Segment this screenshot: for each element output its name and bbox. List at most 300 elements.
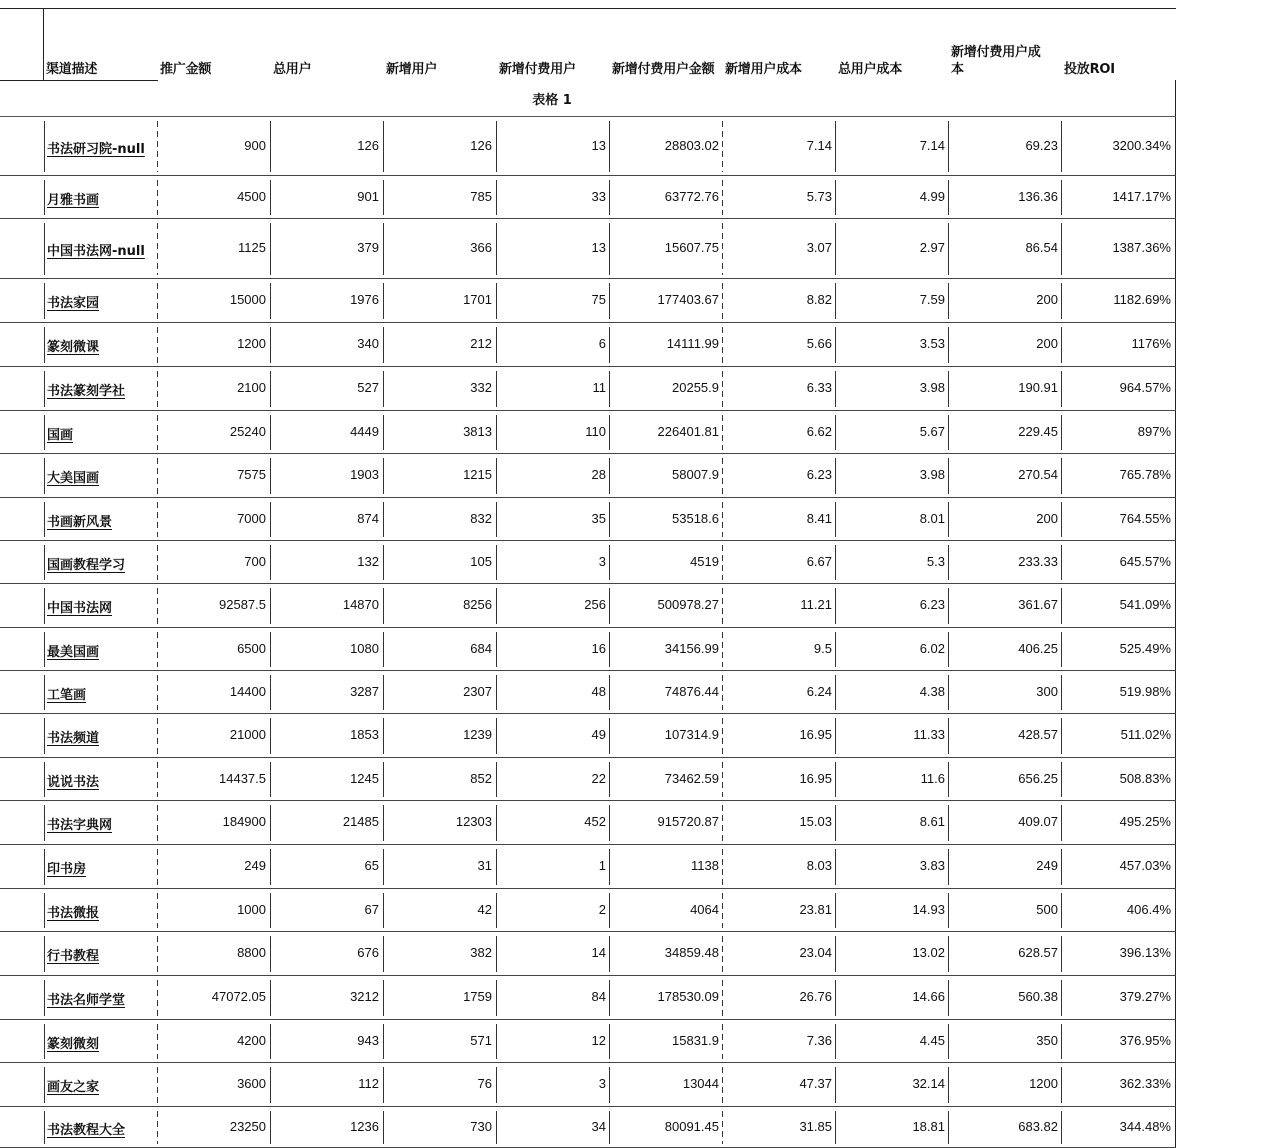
- roi-cell[interactable]: 457.03%: [1119, 858, 1171, 873]
- total-users-cell[interactable]: 3212: [350, 989, 379, 1004]
- channel-name-cell[interactable]: 书法微报: [47, 906, 100, 921]
- new-user-cost-cell[interactable]: 6.33: [806, 380, 832, 395]
- row-gutter: [0, 1063, 44, 1106]
- spend-cell[interactable]: 21000: [229, 727, 266, 742]
- new-paying-users-cell[interactable]: 2: [598, 902, 606, 917]
- total-user-cost-cell[interactable]: 6.02: [919, 641, 945, 656]
- spend-cell[interactable]: 4200: [237, 1033, 266, 1048]
- roi-cell[interactable]: 964.57%: [1119, 380, 1171, 395]
- total-user-cost-cell[interactable]: 3.98: [919, 467, 945, 482]
- channel-name-cell[interactable]: 书法教程大全: [47, 1123, 126, 1138]
- column-separator: [44, 675, 45, 710]
- new-paying-cost-cell[interactable]: 406.25: [1018, 641, 1058, 656]
- roi-cell[interactable]: 764.55%: [1119, 511, 1171, 526]
- total-users-cell[interactable]: 1853: [350, 727, 379, 742]
- total-users-cell[interactable]: 1080: [350, 641, 379, 656]
- new-user-cost-cell[interactable]: 3.07: [806, 240, 832, 255]
- new-user-cost-cell[interactable]: 6.23: [806, 467, 832, 482]
- spend-cell[interactable]: 6500: [237, 641, 266, 656]
- spend-cell[interactable]: 14437.5: [219, 771, 266, 786]
- new-paying-amount-cell[interactable]: 20255.9: [672, 380, 719, 395]
- new-user-cost-cell[interactable]: 23.81: [799, 902, 832, 917]
- new-paying-users-cell[interactable]: 16: [591, 641, 606, 656]
- new-paying-cost-cell[interactable]: 200: [1036, 292, 1058, 307]
- table-row[interactable]: [0, 584, 1176, 628]
- column-separator: [44, 502, 45, 537]
- column-header-new-users[interactable]: 新增用户: [386, 62, 438, 77]
- roi-cell[interactable]: 396.13%: [1119, 945, 1171, 960]
- column-separator: [948, 632, 949, 667]
- column-separator: [1061, 283, 1062, 319]
- channel-name-cell[interactable]: 书法研习院-null: [47, 142, 145, 157]
- new-user-cost-cell[interactable]: 47.37: [799, 1076, 832, 1091]
- new-users-cell[interactable]: 852: [470, 771, 492, 786]
- spend-cell[interactable]: 25240: [229, 424, 266, 439]
- roi-cell[interactable]: 362.33%: [1119, 1076, 1171, 1091]
- table-row[interactable]: [0, 628, 1176, 671]
- new-user-cost-cell[interactable]: 5.66: [806, 336, 832, 351]
- new-paying-users-cell[interactable]: 35: [591, 511, 606, 526]
- new-paying-cost-cell[interactable]: 683.82: [1018, 1119, 1058, 1134]
- new-paying-users-cell[interactable]: 14: [591, 945, 606, 960]
- spend-cell[interactable]: 249: [244, 858, 266, 873]
- total-user-cost-cell[interactable]: 14.93: [912, 902, 945, 917]
- column-header-total-user-cost[interactable]: 总用户成本: [838, 62, 903, 77]
- total-user-cost-cell[interactable]: 2.97: [919, 240, 945, 255]
- new-paying-cost-cell[interactable]: 428.57: [1018, 727, 1058, 742]
- column-separator: [722, 180, 723, 215]
- new-users-cell[interactable]: 76: [477, 1076, 492, 1091]
- roi-cell[interactable]: 511.02%: [1120, 727, 1171, 742]
- new-user-cost-cell[interactable]: 26.76: [799, 989, 832, 1004]
- column-separator: [1061, 502, 1062, 537]
- total-users-cell[interactable]: 3287: [350, 684, 379, 699]
- new-users-cell[interactable]: 126: [470, 138, 492, 153]
- column-separator: [496, 180, 497, 215]
- column-header-new-paying-cost[interactable]: 新增付费用户成本: [951, 45, 1041, 77]
- new-paying-cost-cell[interactable]: 350: [1036, 1033, 1058, 1048]
- total-users-cell[interactable]: 112: [358, 1076, 379, 1091]
- total-users-cell[interactable]: 14870: [342, 597, 379, 612]
- new-paying-cost-cell[interactable]: 270.54: [1018, 467, 1058, 482]
- roi-cell[interactable]: 525.49%: [1119, 641, 1171, 656]
- table-row[interactable]: [0, 671, 1176, 714]
- new-user-cost-cell[interactable]: 7.14: [806, 138, 832, 153]
- column-separator: [496, 458, 497, 494]
- roi-cell[interactable]: 3200.34%: [1112, 138, 1171, 153]
- roi-cell[interactable]: 1417.17%: [1112, 189, 1171, 204]
- total-users-cell[interactable]: 676: [357, 945, 379, 960]
- total-users-cell[interactable]: 126: [357, 138, 379, 153]
- new-paying-cost-cell[interactable]: 200: [1036, 511, 1058, 526]
- new-user-cost-cell[interactable]: 31.85: [799, 1119, 832, 1134]
- channel-name-cell[interactable]: 中国书法网: [47, 601, 113, 616]
- new-paying-users-cell[interactable]: 84: [591, 989, 606, 1004]
- total-users-cell[interactable]: 943: [357, 1033, 379, 1048]
- new-paying-cost-cell[interactable]: 233.33: [1018, 554, 1058, 569]
- table-row[interactable]: [0, 1107, 1176, 1148]
- total-users-cell[interactable]: 527: [357, 380, 379, 395]
- new-paying-amount-cell[interactable]: 177403.67: [657, 292, 719, 307]
- channel-name-cell[interactable]: 行书教程: [47, 949, 100, 964]
- table-row[interactable]: [0, 219, 1176, 279]
- new-paying-cost-cell[interactable]: 409.07: [1018, 814, 1058, 829]
- total-user-cost-cell[interactable]: 3.53: [919, 336, 945, 351]
- new-paying-amount-cell[interactable]: 500978.27: [657, 597, 719, 612]
- new-paying-amount-cell[interactable]: 13044: [682, 1076, 719, 1091]
- new-paying-cost-cell[interactable]: 200: [1036, 336, 1058, 351]
- new-paying-users-cell[interactable]: 110: [585, 424, 606, 439]
- new-paying-users-cell[interactable]: 48: [591, 684, 606, 699]
- new-paying-amount-cell[interactable]: 34156.99: [664, 641, 719, 656]
- column-separator: [948, 893, 949, 928]
- table-row[interactable]: [0, 976, 1176, 1020]
- total-user-cost-cell[interactable]: 8.61: [919, 814, 945, 829]
- column-separator: [722, 805, 723, 841]
- new-paying-users-cell[interactable]: 33: [591, 189, 606, 204]
- new-paying-users-cell[interactable]: 1: [598, 858, 606, 873]
- channel-name-cell[interactable]: 印书房: [47, 862, 87, 877]
- total-user-cost-cell[interactable]: 8.01: [919, 511, 945, 526]
- channel-name-cell[interactable]: 中国书法网-null: [47, 244, 145, 259]
- new-users-cell[interactable]: 31: [477, 858, 492, 873]
- spend-cell[interactable]: 4500: [237, 189, 266, 204]
- column-separator: [1061, 1067, 1062, 1103]
- column-separator: [948, 327, 949, 363]
- column-separator: [948, 180, 949, 215]
- table-row[interactable]: [0, 454, 1176, 498]
- new-users-cell[interactable]: 684: [470, 641, 492, 656]
- new-paying-cost-cell[interactable]: 249: [1036, 858, 1058, 873]
- new-paying-cost-cell[interactable]: 190.91: [1018, 380, 1058, 395]
- column-separator: [835, 718, 836, 754]
- new-paying-users-cell[interactable]: 12: [591, 1033, 606, 1048]
- new-user-cost-cell[interactable]: 5.73: [806, 189, 832, 204]
- new-paying-cost-cell[interactable]: 86.54: [1025, 240, 1058, 255]
- new-paying-amount-cell[interactable]: 80091.45: [664, 1119, 719, 1134]
- table-row[interactable]: [0, 323, 1176, 367]
- column-separator: [1061, 675, 1062, 710]
- new-users-cell[interactable]: 1239: [463, 727, 492, 742]
- column-separator: [835, 936, 836, 972]
- new-paying-users-cell[interactable]: 75: [591, 292, 606, 307]
- total-user-cost-cell[interactable]: 5.67: [919, 424, 945, 439]
- new-paying-amount-cell[interactable]: 15831.9: [672, 1033, 719, 1048]
- column-separator: [609, 980, 610, 1016]
- new-paying-amount-cell[interactable]: 53518.6: [672, 511, 719, 526]
- total-user-cost-cell[interactable]: 11.33: [913, 727, 945, 742]
- column-separator: [722, 936, 723, 972]
- total-users-cell[interactable]: 21485: [342, 814, 379, 829]
- new-paying-amount-cell[interactable]: 178530.09: [657, 989, 719, 1004]
- spend-cell[interactable]: 15000: [229, 292, 266, 307]
- new-paying-cost-cell[interactable]: 69.23: [1025, 138, 1058, 153]
- spend-cell[interactable]: 1000: [237, 902, 266, 917]
- roi-cell[interactable]: 541.09%: [1119, 597, 1171, 612]
- channel-name-cell[interactable]: 说说书法: [47, 775, 100, 790]
- channel-name-cell[interactable]: 篆刻微刻: [47, 1037, 100, 1052]
- new-user-cost-cell[interactable]: 23.04: [799, 945, 832, 960]
- roi-cell[interactable]: 344.48%: [1119, 1119, 1171, 1134]
- column-separator: [1061, 805, 1062, 841]
- roi-cell[interactable]: 406.4%: [1126, 902, 1171, 917]
- new-paying-amount-cell[interactable]: 73462.59: [664, 771, 719, 786]
- total-users-cell[interactable]: 1903: [350, 467, 379, 482]
- new-user-cost-cell[interactable]: 6.67: [806, 554, 832, 569]
- new-users-cell[interactable]: 366: [470, 240, 492, 255]
- new-paying-cost-cell[interactable]: 656.25: [1018, 771, 1058, 786]
- table-row[interactable]: [0, 1063, 1176, 1107]
- new-paying-amount-cell[interactable]: 4064: [690, 902, 719, 917]
- total-users-cell[interactable]: 67: [364, 902, 379, 917]
- new-users-cell[interactable]: 105: [470, 554, 492, 569]
- column-separator: [44, 283, 45, 319]
- table-row[interactable]: [0, 758, 1176, 801]
- new-paying-users-cell[interactable]: 452: [584, 814, 606, 829]
- new-user-cost-cell[interactable]: 8.82: [806, 292, 832, 307]
- total-user-cost-cell[interactable]: 3.98: [919, 380, 945, 395]
- new-paying-cost-cell[interactable]: 136.36: [1018, 189, 1058, 204]
- column-separator: [609, 588, 610, 624]
- channel-name-cell[interactable]: 篆刻微课: [47, 340, 100, 355]
- roi-cell[interactable]: 645.57%: [1119, 554, 1171, 569]
- roi-cell[interactable]: 765.78%: [1119, 467, 1171, 482]
- channel-name-cell[interactable]: 大美国画: [47, 471, 100, 486]
- new-paying-users-cell[interactable]: 22: [591, 771, 606, 786]
- total-users-cell[interactable]: 901: [357, 189, 379, 204]
- new-paying-cost-cell[interactable]: 300: [1036, 684, 1058, 699]
- new-paying-amount-cell[interactable]: 28803.02: [664, 138, 719, 153]
- roi-cell[interactable]: 1387.36%: [1112, 240, 1171, 255]
- channel-name-cell[interactable]: 国画: [47, 428, 74, 443]
- total-user-cost-cell[interactable]: 5.3: [926, 554, 945, 569]
- new-paying-cost-cell[interactable]: 500: [1036, 902, 1058, 917]
- table-row[interactable]: [0, 367, 1176, 411]
- spend-cell[interactable]: 14400: [229, 684, 266, 699]
- new-users-cell[interactable]: 832: [470, 511, 492, 526]
- new-paying-users-cell[interactable]: 49: [591, 727, 606, 742]
- total-user-cost-cell[interactable]: 13.02: [912, 945, 945, 960]
- total-users-cell[interactable]: 1976: [350, 292, 379, 307]
- column-separator: [722, 1111, 723, 1144]
- roi-cell[interactable]: 1176%: [1131, 336, 1171, 351]
- table-row[interactable]: [0, 541, 1176, 584]
- new-users-cell[interactable]: 42: [477, 902, 492, 917]
- column-separator: [609, 1024, 610, 1059]
- table-row[interactable]: [0, 176, 1176, 219]
- total-users-cell[interactable]: 65: [364, 858, 379, 873]
- column-header-roi[interactable]: 投放ROI: [1064, 62, 1115, 77]
- new-paying-users-cell[interactable]: 13: [591, 138, 606, 153]
- new-paying-users-cell[interactable]: 3: [598, 1076, 606, 1091]
- new-users-cell[interactable]: 8256: [463, 597, 492, 612]
- total-user-cost-cell[interactable]: 4.38: [919, 684, 945, 699]
- column-header-total-users[interactable]: 总用户: [273, 62, 312, 77]
- new-user-cost-cell[interactable]: 9.5: [813, 641, 832, 656]
- total-user-cost-cell[interactable]: 14.66: [912, 989, 945, 1004]
- column-separator: [44, 371, 45, 407]
- channel-name-cell[interactable]: 书法篆刻学社: [47, 384, 126, 399]
- new-user-cost-cell[interactable]: 16.95: [799, 727, 832, 742]
- roi-cell[interactable]: 376.95%: [1119, 1033, 1171, 1048]
- new-paying-users-cell[interactable]: 34: [591, 1119, 606, 1134]
- new-paying-cost-cell[interactable]: 628.57: [1018, 945, 1058, 960]
- table-row[interactable]: [0, 889, 1176, 932]
- roi-cell[interactable]: 897%: [1137, 424, 1171, 439]
- channel-name-cell[interactable]: 书法家园: [47, 296, 100, 311]
- total-users-cell[interactable]: 132: [357, 554, 379, 569]
- channel-name-cell[interactable]: 月雅书画: [47, 193, 100, 208]
- spend-cell[interactable]: 3600: [237, 1076, 266, 1091]
- column-separator: [835, 502, 836, 537]
- new-paying-amount-cell[interactable]: 915720.87: [657, 814, 719, 829]
- table-row[interactable]: [0, 1020, 1176, 1063]
- new-paying-amount-cell[interactable]: 1138: [691, 858, 719, 873]
- total-user-cost-cell[interactable]: 32.14: [912, 1076, 945, 1091]
- total-users-cell[interactable]: 1236: [350, 1119, 379, 1134]
- total-users-cell[interactable]: 874: [357, 511, 379, 526]
- total-users-cell[interactable]: 379: [357, 240, 379, 255]
- new-paying-cost-cell[interactable]: 1200: [1029, 1076, 1058, 1091]
- new-paying-users-cell[interactable]: 13: [591, 240, 606, 255]
- new-paying-amount-cell[interactable]: 15607.75: [664, 240, 719, 255]
- new-paying-cost-cell[interactable]: 361.67: [1018, 597, 1058, 612]
- new-user-cost-cell[interactable]: 15.03: [799, 814, 832, 829]
- table-row[interactable]: [0, 714, 1176, 758]
- total-users-cell[interactable]: 340: [357, 336, 379, 351]
- spend-cell[interactable]: 92587.5: [219, 597, 266, 612]
- new-users-cell[interactable]: 730: [470, 1119, 492, 1134]
- column-separator: [1061, 1024, 1062, 1059]
- spend-cell[interactable]: 7000: [237, 511, 266, 526]
- new-paying-cost-cell[interactable]: 560.38: [1018, 989, 1058, 1004]
- new-users-cell[interactable]: 3813: [463, 424, 492, 439]
- new-user-cost-cell[interactable]: 11.21: [800, 597, 832, 612]
- new-users-cell[interactable]: 332: [470, 380, 492, 395]
- new-paying-amount-cell[interactable]: 58007.9: [672, 467, 719, 482]
- new-paying-cost-cell[interactable]: 229.45: [1018, 424, 1058, 439]
- new-paying-amount-cell[interactable]: 14111.99: [666, 336, 719, 351]
- new-user-cost-cell[interactable]: 8.03: [806, 858, 832, 873]
- new-paying-users-cell[interactable]: 256: [584, 597, 606, 612]
- column-header-new-paying-amount[interactable]: 新增付费用户金额: [612, 62, 715, 77]
- total-users-cell[interactable]: 4449: [350, 424, 379, 439]
- new-paying-amount-cell[interactable]: 63772.76: [664, 189, 719, 204]
- column-separator: [609, 849, 610, 885]
- channel-name-cell[interactable]: 国画教程学习: [47, 558, 126, 573]
- new-users-cell[interactable]: 2307: [463, 684, 492, 699]
- column-separator: [609, 121, 610, 172]
- new-users-cell[interactable]: 12303: [455, 814, 492, 829]
- total-user-cost-cell[interactable]: 18.81: [912, 1119, 945, 1134]
- spend-cell[interactable]: 1200: [237, 336, 266, 351]
- channel-name-cell[interactable]: 书法名师学堂: [47, 993, 126, 1008]
- new-users-cell[interactable]: 1759: [463, 989, 492, 1004]
- column-header-new-paying-users[interactable]: 新增付费用户: [499, 62, 576, 77]
- total-user-cost-cell[interactable]: 11.6: [920, 771, 945, 786]
- row-gutter: [0, 498, 44, 540]
- roi-cell[interactable]: 508.83%: [1119, 771, 1171, 786]
- row-gutter: [0, 801, 44, 844]
- total-user-cost-cell[interactable]: 6.23: [919, 597, 945, 612]
- column-separator: [835, 371, 836, 407]
- channel-name-cell[interactable]: 工笔画: [47, 688, 87, 703]
- channel-name-cell[interactable]: 画友之家: [47, 1080, 100, 1095]
- total-user-cost-cell[interactable]: 7.14: [919, 138, 945, 153]
- total-user-cost-cell[interactable]: 7.59: [919, 292, 945, 307]
- new-users-cell[interactable]: 785: [470, 189, 492, 204]
- column-header-channel[interactable]: 渠道描述: [46, 62, 98, 77]
- new-paying-users-cell[interactable]: 28: [591, 467, 606, 482]
- column-separator: [44, 545, 45, 580]
- spend-cell[interactable]: 7575: [237, 467, 266, 482]
- spend-cell[interactable]: 23250: [229, 1119, 266, 1134]
- roi-cell[interactable]: 379.27%: [1119, 989, 1171, 1004]
- spend-cell[interactable]: 2100: [237, 380, 266, 395]
- table-row[interactable]: [0, 279, 1176, 323]
- table-row[interactable]: [0, 411, 1176, 454]
- new-users-cell[interactable]: 212: [470, 336, 492, 351]
- new-user-cost-cell[interactable]: 8.41: [806, 511, 832, 526]
- channel-name-cell[interactable]: 书法字典网: [47, 818, 113, 833]
- spend-cell[interactable]: 900: [244, 138, 266, 153]
- new-paying-amount-cell[interactable]: 34859.48: [664, 945, 719, 960]
- total-user-cost-cell[interactable]: 3.83: [919, 858, 945, 873]
- new-paying-amount-cell[interactable]: 107314.9: [664, 727, 719, 742]
- new-user-cost-cell[interactable]: 6.24: [806, 684, 832, 699]
- new-paying-amount-cell[interactable]: 4519: [690, 554, 719, 569]
- spend-cell[interactable]: 1125: [238, 240, 266, 255]
- new-user-cost-cell[interactable]: 7.36: [806, 1033, 832, 1048]
- new-paying-amount-cell[interactable]: 226401.81: [657, 424, 719, 439]
- new-paying-amount-cell[interactable]: 74876.44: [664, 684, 719, 699]
- spend-cell[interactable]: 8800: [237, 945, 266, 960]
- column-separator: [1061, 893, 1062, 928]
- new-paying-users-cell[interactable]: 3: [598, 554, 606, 569]
- table-row[interactable]: [0, 845, 1176, 889]
- new-user-cost-cell[interactable]: 16.95: [799, 771, 832, 786]
- new-paying-users-cell[interactable]: 11: [592, 380, 606, 395]
- total-users-cell[interactable]: 1245: [350, 771, 379, 786]
- new-users-cell[interactable]: 1701: [463, 292, 492, 307]
- new-users-cell[interactable]: 571: [470, 1033, 492, 1048]
- new-users-cell[interactable]: 382: [470, 945, 492, 960]
- roi-cell[interactable]: 1182.69%: [1113, 292, 1171, 307]
- table-row[interactable]: [0, 932, 1176, 976]
- column-header-new-user-cost[interactable]: 新增用户成本: [725, 62, 802, 77]
- channel-name-cell[interactable]: 最美国画: [47, 645, 100, 660]
- new-users-cell[interactable]: 1215: [463, 467, 492, 482]
- channel-name-cell[interactable]: 书法频道: [47, 731, 100, 746]
- total-user-cost-cell[interactable]: 4.45: [919, 1033, 945, 1048]
- table-row[interactable]: [0, 801, 1176, 845]
- table-row[interactable]: [0, 498, 1176, 541]
- new-paying-users-cell[interactable]: 6: [598, 336, 606, 351]
- total-user-cost-cell[interactable]: 4.99: [919, 189, 945, 204]
- roi-cell[interactable]: 519.98%: [1119, 684, 1171, 699]
- column-separator: [609, 762, 610, 797]
- channel-name-cell[interactable]: 书画新风景: [47, 515, 113, 530]
- column-header-spend[interactable]: 推广金额: [160, 62, 212, 77]
- roi-cell[interactable]: 495.25%: [1119, 814, 1171, 829]
- spend-cell[interactable]: 47072.05: [211, 989, 266, 1004]
- spend-cell[interactable]: 700: [244, 554, 266, 569]
- new-user-cost-cell[interactable]: 6.62: [806, 424, 832, 439]
- column-separator: [609, 545, 610, 580]
- spend-cell[interactable]: 184900: [222, 814, 266, 829]
- column-separator: [44, 936, 45, 972]
- table-row[interactable]: [0, 117, 1176, 176]
